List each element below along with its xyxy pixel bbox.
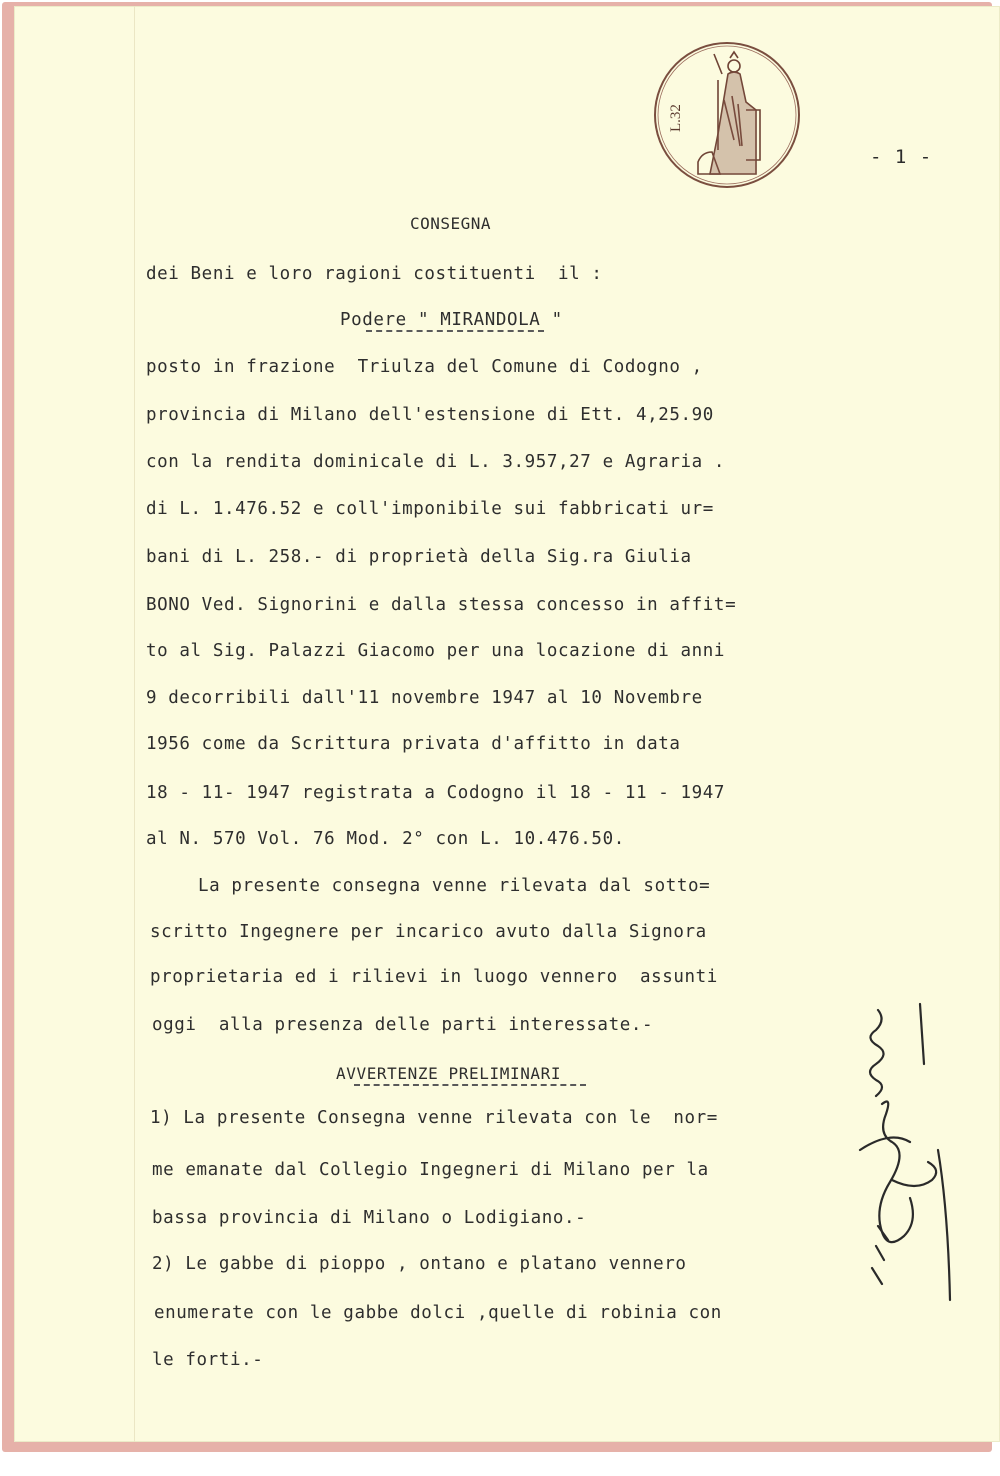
body-line-9: to al Sig. Palazzi Giacomo per una locazione di anni (146, 641, 726, 661)
body-line-16: proprietaria ed i rilievi in luogo vennero assunti (150, 967, 718, 987)
body-line-4: provincia di Milano dell'estensione di Ett. 4,25.90 (146, 405, 714, 425)
margin-line (134, 6, 135, 1442)
body-line-10: 9 decorribili dall'11 novembre 1947 al 10 Novembre (146, 688, 703, 708)
page-number: - 1 - (870, 146, 933, 168)
body-line-8: BONO Ved. Signorini e dalla stessa concesso in affit= (146, 595, 737, 615)
body-line-6: di L. 1.476.52 e coll'imponibile sui fabbricati ur= (146, 499, 714, 519)
body-line-3: posto in frazione Triulza del Comune di Codogno , (146, 357, 703, 377)
body-line-14: La presente consegna venne rilevata dal sotto= (198, 876, 711, 896)
section-heading: AVVERTENZE PRELIMINARI (336, 1064, 562, 1083)
body-line-22: 2) Le gabbe di pioppo , ontano e platano vennero (152, 1254, 687, 1274)
revenue-stamp-icon (652, 40, 802, 190)
body-line-5: con la rendita dominicale di L. 3.957,27 e Agraria . (146, 452, 726, 472)
body-line-17: oggi alla presenza delle parti interessate.- (152, 1015, 654, 1035)
body-line-13: al N. 570 Vol. 76 Mod. 2° con L. 10.476.50. (146, 829, 625, 849)
document-heading: CONSEGNA (410, 214, 492, 233)
body-line-20: me emanate dal Collegio Ingegneri di Milano per la (152, 1160, 709, 1180)
stamp-denomination: L.32 (668, 104, 684, 132)
body-line-12: 18 - 11- 1947 registrata a Codogno il 18 - 11 - 1947 (146, 783, 726, 803)
section-heading-underline (354, 1084, 586, 1086)
body-line-1: dei Beni e loro ragioni costituenti il : (146, 264, 603, 284)
body-line-7: bani di L. 258.- di proprietà della Sig.ra Giulia (146, 547, 692, 567)
body-line-15: scritto Ingegnere per incarico avuto dalla Signora (150, 922, 707, 942)
body-line-23: enumerate con le gabbe dolci ,quelle di robinia con (154, 1303, 722, 1323)
property-title: Podere " MIRANDOLA " (340, 310, 563, 330)
property-title-underline (366, 330, 544, 332)
body-line-21: bassa provincia di Milano o Lodigiano.- (152, 1208, 587, 1228)
handwritten-signature-icon (820, 1000, 970, 1310)
body-line-19: 1) La presente Consegna venne rilevata con le nor= (150, 1108, 718, 1128)
body-line-11: 1956 come da Scrittura privata d'affitto in data (146, 734, 681, 754)
body-line-24: le forti.- (152, 1350, 264, 1370)
